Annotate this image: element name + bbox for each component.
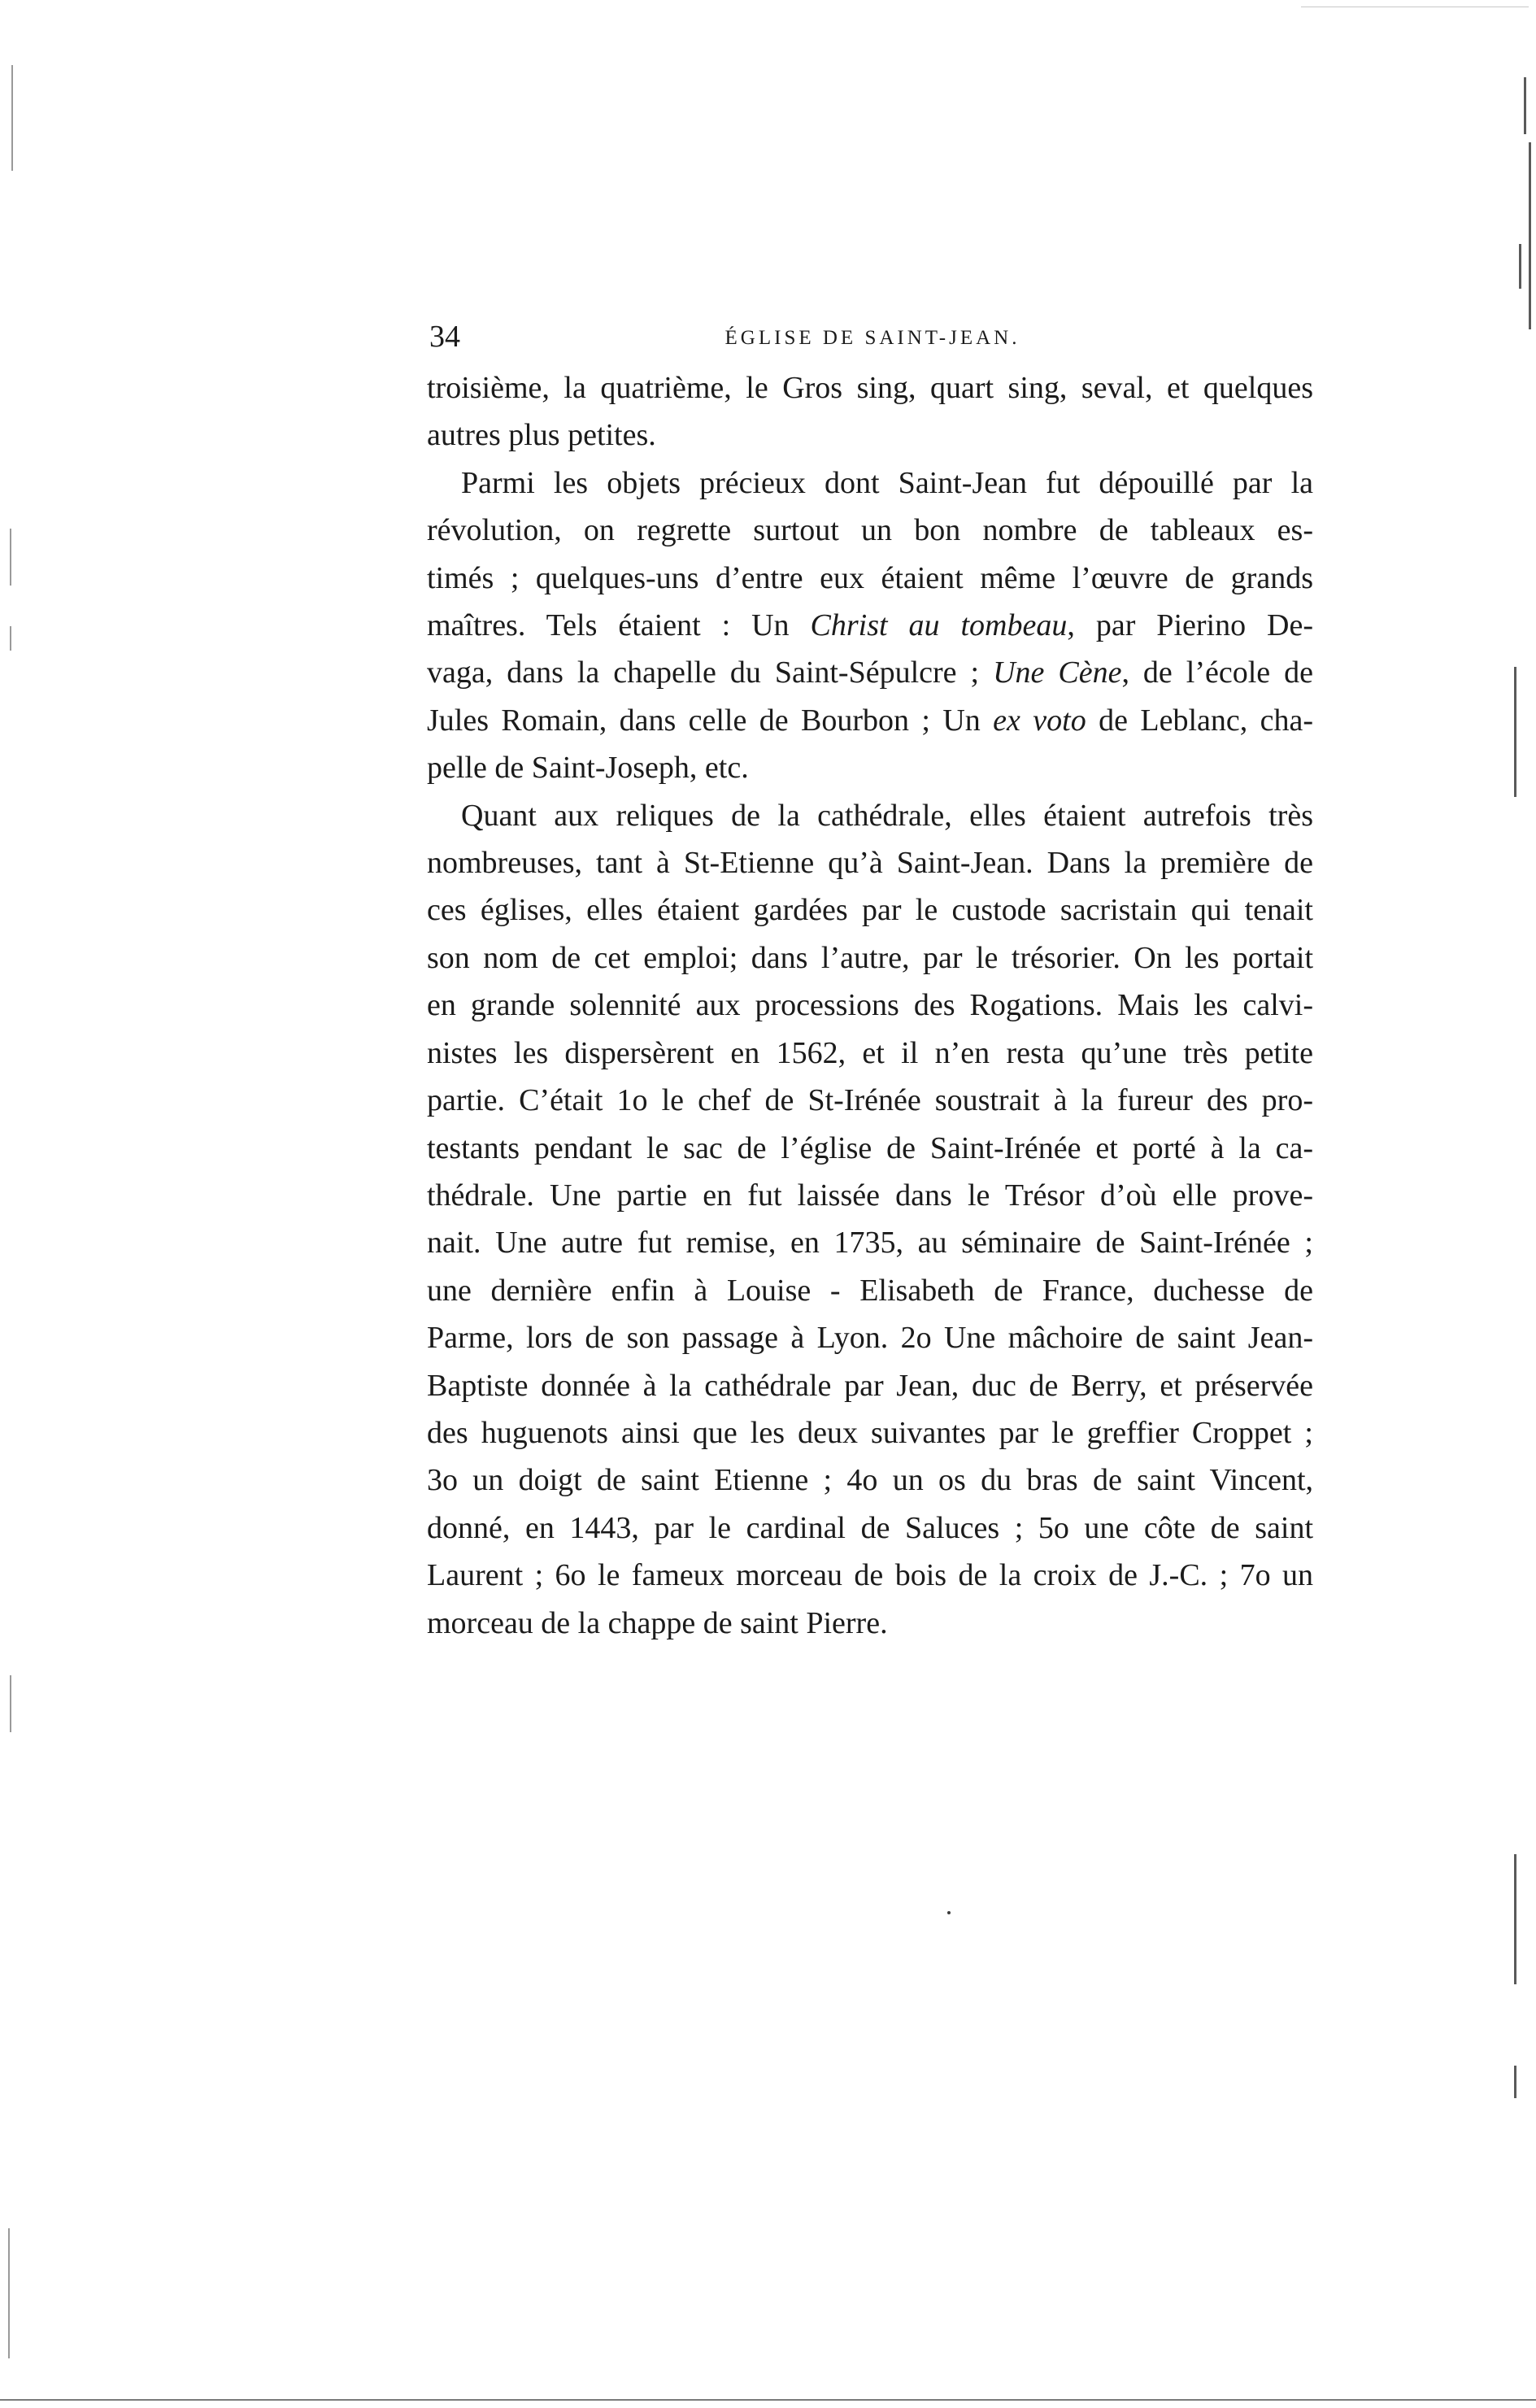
text-line: thédrale. Une partie en fut laissée dans le Trésor d’où elle prove-: [427, 1178, 1313, 1213]
artwork-title: Une Cène: [993, 655, 1122, 690]
text-line: donné, en 1443, par le cardinal de Saluces ; 5o une côte de saint: [427, 1510, 1313, 1545]
text-line: autres plus petites.: [427, 418, 656, 453]
text-line: des huguenots ainsi que les deux suivantes par le greffier Croppet ;: [427, 1415, 1313, 1450]
scan-edge-mark: [1514, 2066, 1516, 2098]
text-line: timés ; quelques-uns d’entre eux étaient même l’œuvre de grands: [427, 560, 1313, 595]
text-line: Parmi les objets précieux dont Saint-Jean fut dépouillé par la: [461, 465, 1313, 500]
text-line: son nom de cet emploi; dans l’autre, par le trésorier. On les portait: [427, 940, 1313, 975]
text-line: partie. C’était 1o le chef de St-Irénée soustrait à la fureur des pro-: [427, 1083, 1313, 1118]
text-line: morceau de la chappe de saint Pierre.: [427, 1605, 888, 1640]
artwork-title: Christ au tombeau: [810, 608, 1068, 643]
scan-edge-mark: [1514, 667, 1516, 797]
text-line: 3o un doigt de saint Etienne ; 4o un os du bras de saint Vincent,: [427, 1463, 1313, 1498]
paragraph: [427, 459, 1313, 792]
text-run: Jules Romain, dans celle de Bourbon ; Un: [427, 703, 994, 738]
scan-edge-mark: [10, 1675, 11, 1732]
scan-edge-mark: [1524, 77, 1526, 134]
text-line: [427, 602, 1313, 649]
text-run: , de l’école de: [1121, 655, 1313, 690]
text-line: nait. Une autre fut remise, en 1735, au séminaire de Saint-Irénée ;: [427, 1226, 1313, 1261]
scan-speck: [947, 1911, 951, 1914]
scan-edge-mark: [1514, 1854, 1516, 1984]
paragraph: [427, 364, 1313, 459]
text-line: ces églises, elles étaient gardées par le custode sacristain qui tenait: [427, 893, 1313, 928]
text-line: troisième, la quatrième, le Gros sing, quart sing, seval, et quelques: [427, 371, 1313, 405]
scan-edge-mark: [10, 529, 11, 586]
text-line: pelle de Saint-Joseph, etc.: [427, 751, 749, 786]
scan-edge-mark: [1529, 142, 1531, 329]
paragraph: [427, 792, 1313, 1647]
text-line: [427, 697, 1313, 744]
scan-bottom-edge: [0, 2399, 1536, 2401]
scan-edge-mark: [11, 65, 13, 171]
page-header: [429, 319, 1316, 355]
text-line: en grande solennité aux processions des Rogations. Mais les calvi-: [427, 988, 1313, 1023]
scan-edge-mark: [8, 2228, 10, 2358]
text-line: une dernière enfin à Louise - Elisabeth de France, duchesse de: [427, 1273, 1313, 1308]
page-number: 34: [429, 320, 460, 354]
text-line: nombreuses, tant à St-Etienne qu’à Saint-Jean. Dans la première de: [427, 846, 1313, 881]
text-line: Quant aux reliques de la cathédrale, elles étaient autrefois très: [461, 798, 1313, 833]
text-line: Baptiste donnée à la cathédrale par Jean, duc de Berry, et préservée: [427, 1368, 1313, 1403]
scan-edge-mark: [10, 626, 11, 651]
running-head: ÉGLISE DE SAINT-JEAN.: [724, 327, 1020, 349]
text-run: maîtres. Tels étaient : Un: [427, 608, 811, 643]
text-line: nistes les dispersèrent en 1562, et il n’en resta qu’une très petite: [427, 1035, 1313, 1070]
scan-edge-mark: [1519, 244, 1521, 289]
text-line: testants pendant le sac de l’église de Saint-Irénée et porté à la ca-: [427, 1130, 1313, 1165]
text-line: [427, 649, 1313, 696]
text-run: de Leblanc, cha-: [1086, 703, 1314, 738]
text-line: révolution, on regrette surtout un bon nombre de tableaux es-: [427, 513, 1313, 548]
artwork-title: ex voto: [993, 703, 1086, 738]
text-line: Parme, lors de son passage à Lyon. 2o Une mâchoire de saint Jean-: [427, 1321, 1313, 1356]
body-text: [427, 364, 1313, 1647]
text-run: , par Pierino De-: [1067, 608, 1313, 643]
text-run: vaga, dans la chapelle du Saint-Sépulcre ;: [427, 655, 994, 690]
text-line: Laurent ; 6o le fameux morceau de bois de la croix de J.-C. ; 7o un: [427, 1558, 1313, 1593]
